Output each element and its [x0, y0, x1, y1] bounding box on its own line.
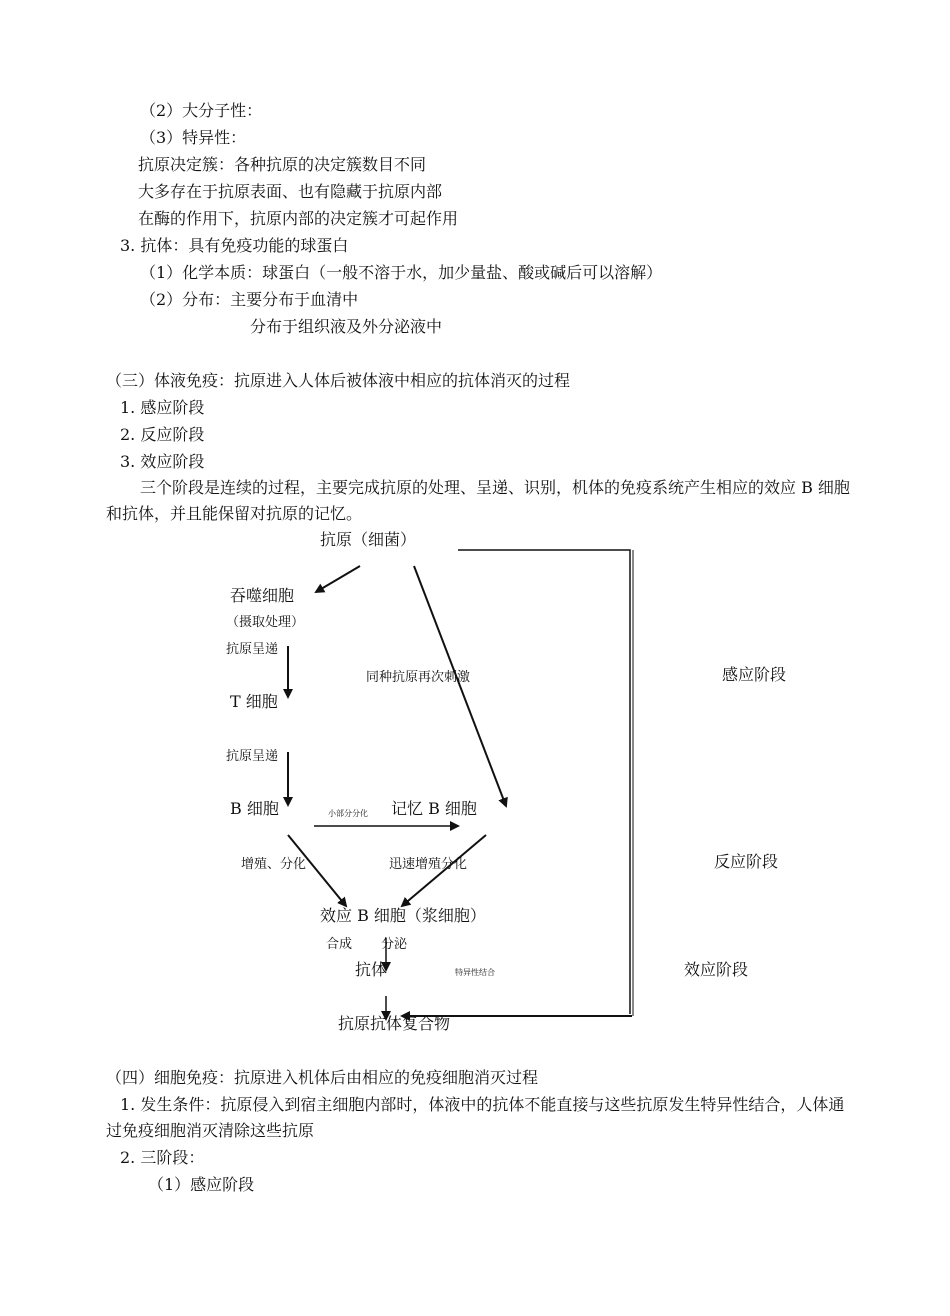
stage-2: 2. 反应阶段 [120, 425, 205, 444]
item-specificity: （3）特异性： [140, 128, 247, 147]
section3-heading: （三）体液免疫：抗原进入人体后被体液中相应的抗体消灭的过程 [106, 371, 571, 390]
section4-heading: （四）细胞免疫：抗原进入机体后由相应的免疫细胞消灭过程 [106, 1068, 539, 1087]
label-synthesis: 合成 [326, 937, 353, 952]
phagocyte-note: （摄取处理） [226, 615, 305, 630]
stage-1: 1. 感应阶段 [120, 398, 205, 417]
node-effector-b-cell: 效应 B 细胞（浆细胞） [320, 906, 486, 925]
label-antigen-presentation-1: 抗原呈递 [226, 642, 279, 657]
stage-label-reaction: 反应阶段 [714, 852, 779, 871]
section4-condition: 1. 发生条件：抗原侵入到宿主细胞内部时，体液中的抗体不能直接与这些抗原发生特异性结合，人体通过免疫细胞消灭清除这些抗原 [106, 1095, 845, 1140]
determinant-line-1: 抗原决定簇：各种抗原的决定簇数目不同 [138, 155, 427, 174]
node-b-cell: B 细胞 [230, 799, 279, 818]
node-antigen-antibody-complex: 抗原抗体复合物 [338, 1014, 451, 1033]
node-antigen: 抗原（细菌） [320, 530, 417, 549]
label-rapid-proliferation: 迅速增殖分化 [389, 857, 468, 872]
arrow-antigen-to-phagocyte [316, 566, 360, 592]
label-secretion: 分泌 [381, 937, 408, 952]
determinant-line-3: 在酶的作用下，抗原内部的决定簇才可起作用 [138, 209, 459, 228]
section4-three-stages: 2. 三阶段： [120, 1148, 205, 1167]
antibody-chemical-nature: （1）化学本质：球蛋白（一般不溶于水，加少量盐、酸或碱后可以溶解） [140, 263, 663, 282]
label-specific-binding: 特异性结合 [455, 968, 495, 977]
node-antibody: 抗体 [355, 960, 388, 979]
node-memory-b-cell: 记忆 B 细胞 [391, 799, 477, 818]
label-antigen-presentation-2: 抗原呈递 [226, 749, 279, 764]
stage-3: 3. 效应阶段 [120, 452, 205, 471]
antibody-heading: 3. 抗体：具有免疫功能的球蛋白 [120, 236, 349, 255]
node-phagocyte: 吞噬细胞 [230, 586, 295, 605]
section3-paragraph: 三个阶段是连续的过程，主要完成抗原的处理、呈递、识别，机体的免疫系统产生相应的效应 B 细胞和抗体，并且能保留对抗原的记忆。 [106, 478, 850, 523]
label-restimulation: 同种抗原再次刺激 [366, 670, 471, 685]
stage-label-induction: 感应阶段 [722, 665, 787, 684]
antibody-distribution-2: 分布于组织液及外分泌液中 [250, 317, 443, 336]
label-proliferation: 增殖、分化 [241, 857, 307, 872]
item-macromolecular: （2）大分子性： [140, 101, 263, 120]
arrow-antigen-to-memory-b [414, 566, 506, 806]
antibody-distribution-1: （2）分布：主要分布于血清中 [140, 290, 359, 309]
bracket-line [458, 550, 630, 1014]
node-t-cell: T 细胞 [230, 692, 278, 711]
label-small-differentiation: 小部分分化 [328, 809, 368, 818]
determinant-line-2: 大多存在于抗原表面、也有隐藏于抗原内部 [138, 182, 443, 201]
stage-label-effect: 效应阶段 [684, 960, 749, 979]
section4-sub-induction: （1）感应阶段 [148, 1175, 255, 1194]
